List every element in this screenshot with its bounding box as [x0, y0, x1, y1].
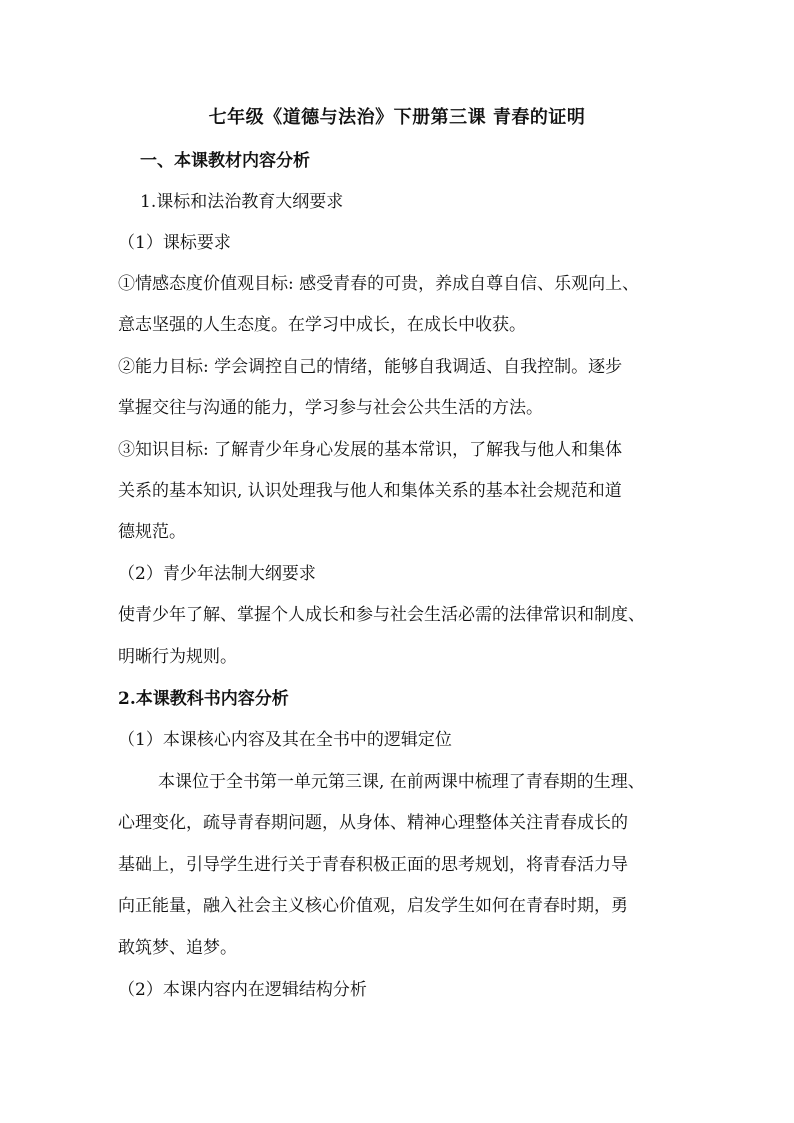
paragraph-line: 关系的基本知识, 认识处理我与他人和集体关系的基本社会规范和道 [118, 481, 622, 501]
paragraph-line: 基础上，引导学生进行关于青春积极正面的思考规划，将青春活力导 [118, 855, 628, 875]
paragraph-line: ②能力目标: 学会调控自己的情绪，能够自我调适、自我控制。逐步 [118, 357, 623, 377]
document-title: 七年级《道德与法治》下册第三课 青春的证明 [208, 107, 586, 128]
item-heading-core-content: （1）本课核心内容及其在全书中的逻辑定位 [118, 730, 452, 750]
paragraph-line: ①情感态度价值观目标: 感受青春的可贵，养成自尊自信、乐观向上、 [118, 274, 640, 294]
paragraph-line: 敢筑梦、追梦。 [118, 938, 237, 958]
paragraph-line: 向正能量，融入社会主义核心价值观，启发学生如何在青春时期，勇 [118, 896, 628, 916]
paragraph-line: 心理变化，疏导青春期问题，从身体、精神心理整体关注青春成长的 [118, 813, 628, 833]
paragraph-line: ③知识目标: 了解青少年身心发展的基本常识，了解我与他人和集体 [118, 440, 623, 460]
item-heading-logic-structure: （2）本课内容内在逻辑结构分析 [118, 980, 367, 1000]
item-heading-curriculum: （1）课标要求 [118, 233, 231, 253]
paragraph-line: 意志坚强的人生态度。在学习中成长，在成长中收获。 [118, 315, 526, 335]
paragraph-line: 本课位于全书第一单元第三课, 在前两课中梳理了青春期的生理、 [158, 772, 645, 792]
paragraph-line: 掌握交往与沟通的能力，学习参与社会公共生活的方法。 [118, 398, 543, 418]
subsection-heading-textbook: 2.本课教科书内容分析 [118, 689, 289, 709]
item-heading-law-outline: （2）青少年法制大纲要求 [118, 564, 316, 584]
subsection-heading-standards: 1.课标和法治教育大纲要求 [140, 192, 344, 212]
paragraph-line: 使青少年了解、掌握个人成长和参与社会生活必需的法律常识和制度、 [118, 605, 645, 625]
section-heading-analysis: 一、本课教材内容分析 [140, 151, 310, 171]
paragraph-line: 明晰行为规则。 [118, 647, 237, 667]
paragraph-line: 德规范。 [118, 522, 186, 542]
